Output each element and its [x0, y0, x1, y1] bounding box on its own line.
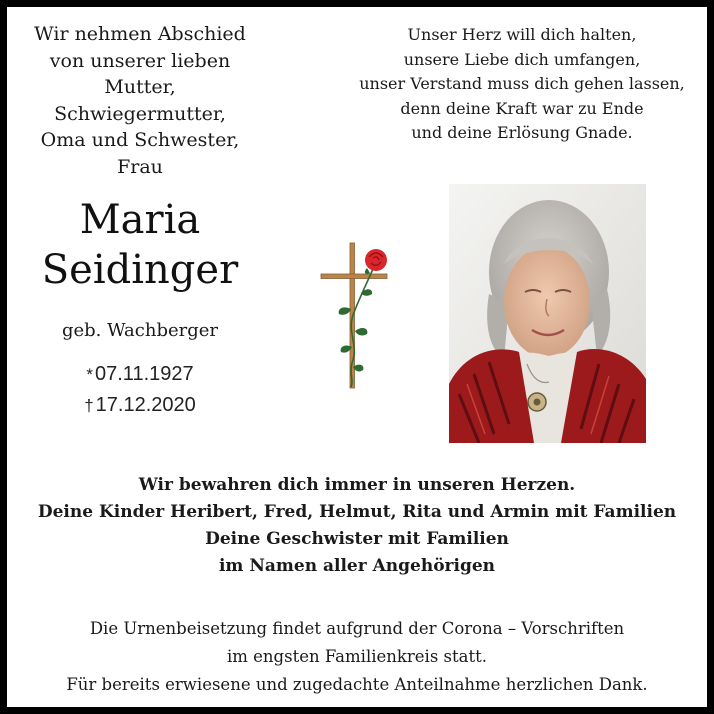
- birth-name: geb. Wachberger: [61, 320, 219, 341]
- mourners-block: [17, 472, 697, 580]
- portrait-photo: [449, 184, 646, 443]
- mourners-line: Deine Geschwister mit Familien: [205, 529, 509, 549]
- mourners-line: Wir bewahren dich immer in unseren Herzen.: [138, 475, 576, 495]
- deceased-name: [20, 195, 260, 295]
- farewell-intro: [20, 21, 260, 180]
- poem-line: Unser Herz will dich halten,: [407, 25, 637, 44]
- intro-line: Wir nehmen Abschied: [34, 23, 246, 45]
- cross-with-rose-icon: [315, 237, 395, 392]
- footer-line: Die Urnenbeisetzung findet aufgrund der Corona – Vorschriften: [89, 619, 625, 638]
- mourners-line: Deine Kinder Heribert, Fred, Helmut, Rita und Armin mit Familien: [37, 502, 677, 522]
- footer-line: im engsten Familienkreis statt.: [227, 647, 487, 666]
- intro-line: Frau: [117, 155, 163, 178]
- first-name: Maria: [79, 197, 201, 243]
- poem-line: unsere Liebe dich umfangen,: [403, 49, 641, 69]
- last-name: Seidinger: [41, 247, 239, 293]
- intro-line: Oma und Schwester,: [40, 129, 240, 151]
- poem-line: denn deine Kraft war zu Ende: [400, 98, 644, 118]
- poem-line: unser Verstand muss dich gehen lassen,: [359, 74, 685, 93]
- funeral-information: [17, 615, 697, 699]
- intro-line: von unserer lieben: [49, 49, 231, 72]
- birth-date: 07.11.1927: [95, 363, 194, 385]
- mourners-line: im Namen aller Angehörigen: [218, 556, 496, 576]
- intro-line: Schwiegermutter,: [54, 102, 226, 125]
- death-date: 17.12.2020: [95, 394, 196, 416]
- poem: [357, 23, 687, 146]
- death-symbol: †: [84, 396, 94, 415]
- birth-symbol: *: [86, 365, 93, 384]
- intro-line: Mutter,: [104, 76, 176, 98]
- poem-line: und deine Erlösung Gnade.: [411, 123, 633, 142]
- footer-line: Für bereits erwiesene und zugedachte Anteilnahme herzlichen Dank.: [66, 675, 648, 694]
- life-dates: [20, 359, 260, 421]
- death-line: [20, 390, 260, 421]
- birth-line: [20, 359, 260, 390]
